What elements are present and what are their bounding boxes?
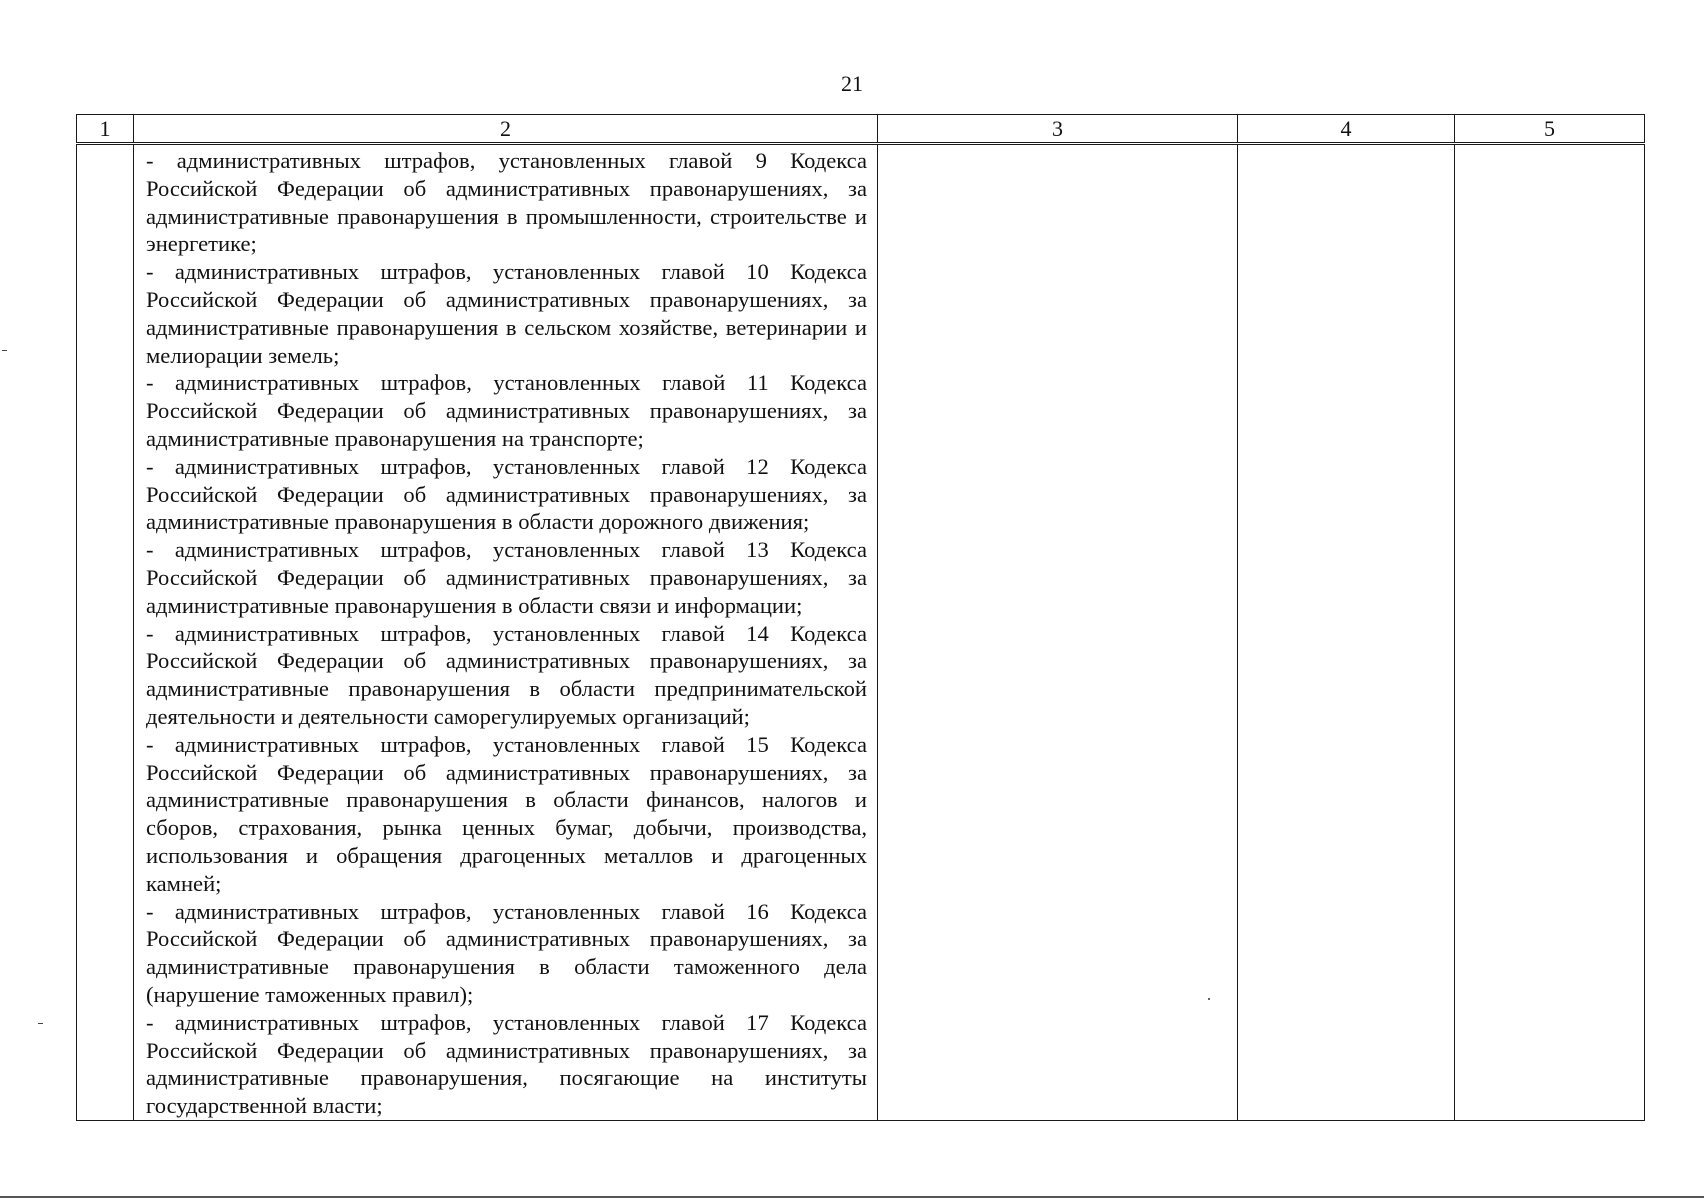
list-item: - административных штрафов, установленных главой 11 Кодекса Российской Федерации об административных правонарушениях, за административные правонарушения на транспорте; (146, 370, 867, 451)
cell-col-4 (1238, 144, 1455, 1121)
column-header-2: 2 (134, 115, 878, 144)
list-item: - административных штрафов, установленных главой 10 Кодекса Российской Федерации об административных правонарушениях, за административные правонарушения в сельском хозяйстве, ветеринарии и мелиорации земель; (146, 259, 867, 368)
page-bottom-edge (0, 1196, 1704, 1198)
cell-col-3 (878, 144, 1238, 1121)
scan-mark (2, 350, 7, 351)
cell-col-5 (1455, 144, 1645, 1121)
scan-speck (1208, 998, 1210, 1000)
table-row (77, 144, 1645, 1121)
list-item: - административных штрафов, установленных главой 16 Кодекса Российской Федерации об административных правонарушениях, за административные правонарушения в области таможенного дела (нарушение таможенных правил); (146, 898, 867, 1007)
table-header-row (77, 115, 1645, 144)
column-header-5: 5 (1455, 115, 1645, 144)
list-item: - административных штрафов, установленных главой 12 Кодекса Российской Федерации об административных правонарушениях, за административные правонарушения в области дорожного движения; (146, 453, 867, 535)
column-header-3: 3 (878, 115, 1238, 144)
document-table (76, 114, 1645, 1121)
list-item: - административных штрафов, установленных главой 9 Кодекса Российской Федерации об административных правонарушениях, за административные правонарушения в промышленности, строительстве и энергетике; (146, 148, 867, 257)
column-header-4: 4 (1238, 115, 1455, 144)
list-item: - административных штрафов, установленных главой 17 Кодекса Российской Федерации об административных правонарушениях, за административные правонарушения, посягающие на институты государственной власти; (146, 1009, 867, 1119)
cell-col-2 (134, 144, 878, 1121)
page-number: 21 (841, 71, 863, 96)
column-header-1: 1 (77, 115, 134, 144)
scan-mark (38, 1023, 43, 1024)
list-item: - административных штрафов, установленных главой 14 Кодекса Российской Федерации об административных правонарушениях, за административные правонарушения в области предпринимательской деятельности и деятельности саморегулируемых организаций; (146, 620, 867, 729)
list-item: - административных штрафов, установленных главой 15 Кодекса Российской Федерации об административных правонарушениях, за административные правонарушения в области финансов, налогов и сборов, страхования, рынка ценных бумаг, добычи, производства, использования и обращения драгоценных металлов и драгоценных камней; (146, 731, 867, 896)
list-item: - административных штрафов, установленных главой 13 Кодекса Российской Федерации об административных правонарушениях, за административные правонарушения в области связи и информации; (146, 537, 867, 618)
cell-col-1 (77, 144, 134, 1121)
